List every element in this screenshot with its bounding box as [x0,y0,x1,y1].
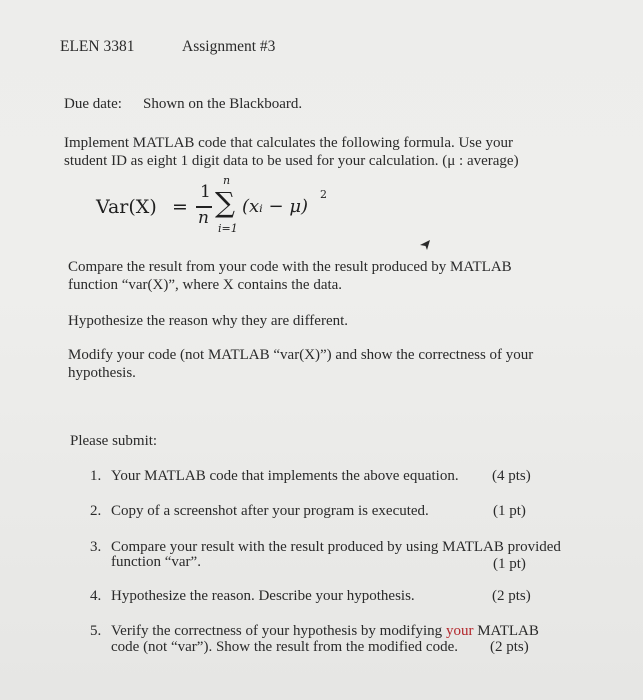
list-item-number: 1. [90,468,102,484]
list-item-text-continued: code (not “var”). Show the result from the modified code. [111,639,458,655]
list-item-number: 3. [90,539,102,555]
submit-title: Please submit: [70,433,158,449]
list-item-points: (2 pts) [492,588,531,604]
hypothesize-text: Hypothesize the reason why they are different. [68,313,349,329]
formula-sum-upper: n [223,174,231,187]
variance-formula [96,170,356,250]
formula-lhs: Var(X) [96,196,157,218]
mouse-pointer-icon [418,238,432,252]
formula-sum-lower: i=1 [218,222,238,235]
instructions-line-1: Implement MATLAB code that calculates the following formula. Use your [64,135,514,151]
list-item-points: (2 pts) [490,639,529,655]
formula-exponent: 2 [320,188,327,201]
list-item-number: 4. [90,588,102,604]
highlighted-word: your [445,623,474,639]
list-item-text: Compare your result with the result produced by using MATLAB provided [111,539,561,555]
list-item-text-continued: function “var”. [111,554,201,570]
list-item-points: (4 pts) [492,468,531,484]
modify-line-2: hypothesis. [68,365,136,381]
list-item-number: 2. [90,503,102,519]
due-date-label: Due date: [64,96,122,112]
list-item-points: (1 pt) [493,556,526,572]
modify-line-1: Modify your code (not MATLAB “var(X)”) and show the correctness of your [68,347,534,363]
formula-numerator: 1 [200,182,211,202]
list-item-text: Copy of a screenshot after your program is executed. [111,503,429,519]
list-item-points: (1 pt) [493,503,526,519]
formula-equals: = [172,196,188,218]
compare-line-2: function “var(X)”, where X contains the data. [68,277,343,293]
formula-body: (xᵢ − μ) [242,196,309,217]
sigma-icon: ∑ [215,186,235,219]
due-date-value: Shown on the Blackboard. [143,96,303,112]
assignment-title: Assignment #3 [182,38,276,55]
formula-denominator: n [198,208,209,228]
instructions-line-2: student ID as eight 1 digit data to be used for your calculation. (μ : average) [64,153,519,169]
course-code: ELEN 3381 [60,38,135,55]
list-item-text-part: MATLAB [473,623,539,639]
list-item-number: 5. [90,623,102,639]
compare-line-1: Compare the result from your code with the result produced by MATLAB [68,259,512,275]
list-item-text: Hypothesize the reason. Describe your hypothesis. [111,588,415,604]
list-item-text-part: Verify the correctness of your hypothesis by modifying [111,623,446,639]
list-item-text: Your MATLAB code that implements the above equation. [111,468,459,484]
